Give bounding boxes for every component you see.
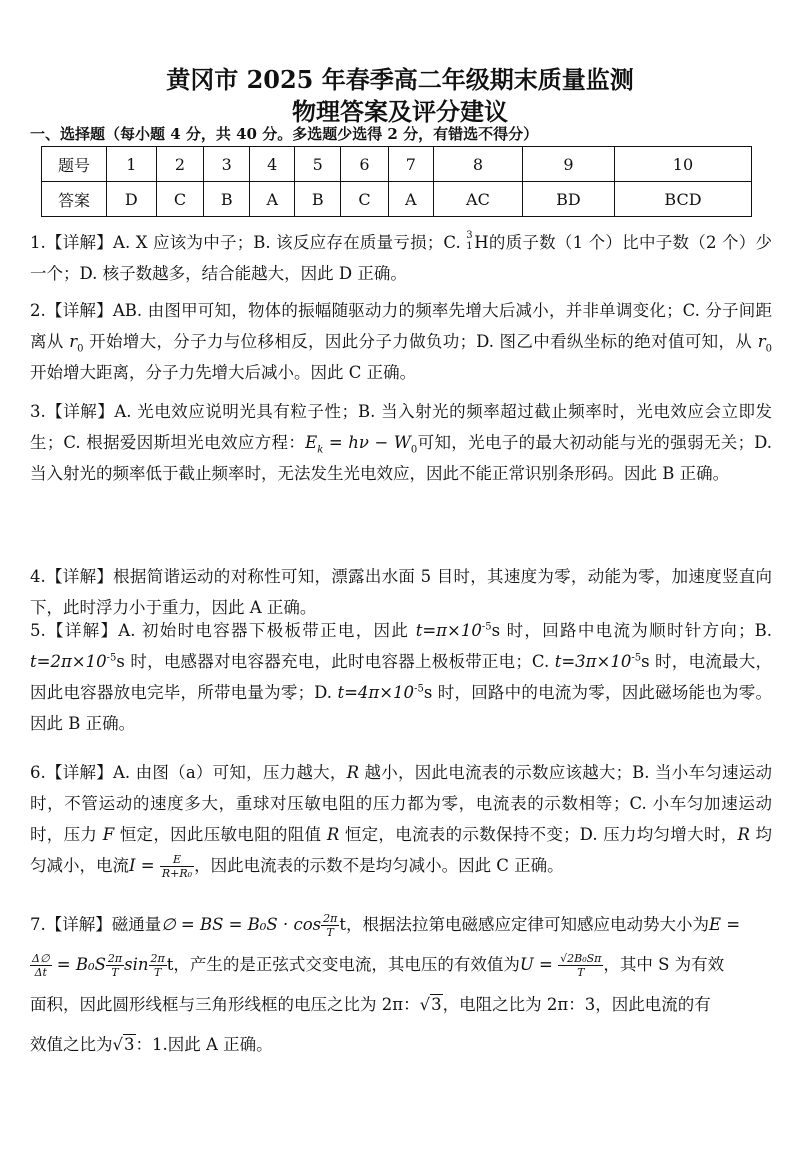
q5-text-d: s 时，电流最大，因此电容器放电完毕，所带电量为零；D.: [30, 652, 772, 702]
r-symbol: R: [346, 763, 360, 782]
time-value: t=4π×10: [337, 683, 415, 702]
q7-text: ，电阻之比为 2π：3，因此电流的有: [442, 995, 711, 1014]
fraction-denominator: Δt: [34, 966, 47, 979]
sin-symbol: sin: [124, 955, 149, 974]
equation-mid: = hν − W: [323, 433, 411, 452]
i-symbol: I: [129, 856, 136, 875]
table-cell: 4: [250, 147, 295, 182]
fraction-numerator: 2π: [107, 952, 123, 965]
table-cell: BD: [523, 182, 615, 217]
f-symbol: F: [102, 825, 115, 844]
fraction-numerator: 2π: [323, 912, 338, 925]
q7-text: t，产生的是正弦式交变电流，其电压的有效值为: [166, 955, 520, 974]
fraction-2pi-t: [106, 952, 124, 979]
table-cell: A: [388, 182, 433, 217]
table-cell: D: [107, 182, 157, 217]
fraction-numerator: Δ∅: [32, 952, 50, 965]
q5-text-e: s 时，回路中的电流为零，因此磁场能也为零。因此 B 正确。: [30, 683, 772, 733]
q7-text: 效值之比为: [30, 1035, 113, 1054]
element-symbol: H: [474, 233, 489, 252]
table-header-cell: 题号: [42, 147, 107, 182]
q7-text: ，其中 S 为有效: [603, 955, 725, 974]
explanation-q5: [30, 615, 772, 739]
exponent: -5: [106, 652, 117, 664]
table-cell: BCD: [614, 182, 751, 217]
q7-text: 7.【详解】磁通量: [30, 915, 162, 934]
equation-w-sub: 0: [410, 444, 418, 456]
table-cell: 2: [156, 147, 204, 182]
fraction-numerator: √2B₀Sπ: [560, 952, 602, 965]
table-cell: A: [250, 182, 295, 217]
q7-text: ：1.因此 A 正确。: [135, 1035, 273, 1054]
table-cell: 10: [614, 147, 751, 182]
answer-table: [41, 146, 752, 217]
table-cell: C: [156, 182, 204, 217]
fraction-denominator: T: [153, 966, 162, 979]
table-cell: 7: [388, 147, 433, 182]
q7-line-1: [30, 905, 772, 945]
equation-e-sub: k: [317, 444, 324, 456]
time-value: t=3π×10: [554, 652, 632, 671]
r0-symbol: r: [69, 332, 78, 351]
table-cell: B: [295, 182, 341, 217]
explanation-q7: [30, 905, 772, 1065]
time-value: t=π×10: [415, 621, 482, 640]
nuclide-notation: [466, 232, 474, 252]
q1-text-a: 1.【详解】A. X 应该为中子；B. 该反应存在质量亏损；C.: [30, 233, 467, 252]
exponent: -5: [414, 683, 424, 695]
fraction-denominator: T: [111, 966, 119, 979]
q3-text-b: 可知，光电子的最大初动能与光的强弱无关；D. 当入射光的频率低于截止频率时，无法发生光电效应，因此不能正常识别条形码。因此 B 正确。: [30, 433, 773, 483]
q7-text: t，根据法拉第电磁感应定律可知感应电动势大小为: [339, 915, 709, 934]
q5-text-b: s 时，回路中电流为顺时针方向；B.: [491, 621, 772, 640]
fraction-numerator: 2π: [150, 952, 165, 965]
fraction-2pi-t: [321, 912, 339, 939]
explanation-q4: 4.【详解】根据简谐运动的对称性可知，漂露出水面 5 目时，其速度为零，动能为零，加速度竖直向下，此时浮力小于重力，因此 A 正确。: [30, 567, 772, 617]
table-row-answers: [42, 182, 752, 217]
table-cell: 1: [107, 147, 157, 182]
time-value: t=2π×10: [30, 652, 107, 671]
table-cell: C: [341, 182, 389, 217]
q2-text-b: 开始增大，分子力与位移相反，因此分子力做负功；D. 图乙中看纵坐标的绝对值可知，从: [83, 332, 758, 351]
q5-text-a: 5.【详解】A. 初始时电容器下极板带正电，因此: [30, 621, 416, 640]
q7-text: 面积，因此圆形线框与三角形线框的电压之比为 2π：: [30, 995, 420, 1014]
q7-line-4: 效值之比为√3：1.因此 A 正确。: [30, 1035, 273, 1054]
explanation-q3: [30, 396, 772, 489]
document-title: 黄冈市 2025 年春季高二年级期末质量监测: [166, 65, 634, 94]
explanation-q6: [30, 757, 772, 881]
sqrt-value: 3: [124, 1035, 135, 1054]
equation-e: E: [305, 433, 318, 452]
explanation-q2: [30, 295, 772, 388]
q6-text-d: 恒定，电流表的示数保持不变；D. 压力均匀增大时，: [339, 825, 738, 844]
u-symbol: U =: [519, 955, 559, 974]
exponent: -5: [631, 652, 642, 664]
r0-subscript: 0: [77, 343, 84, 355]
fraction-numerator: E: [160, 853, 194, 867]
q7-line-3: 面积，因此圆形线框与三角形线框的电压之比为 2π：√3，电阻之比为 2π：3，因此电流的有: [30, 995, 711, 1014]
exponent: -5: [481, 621, 492, 633]
r-symbol: R: [326, 825, 340, 844]
equals-sign: =: [135, 856, 160, 875]
document-subtitle: 物理答案及评分建议: [292, 97, 508, 126]
q5-text-c: s 时，电感器对电容器充电，此时电容器上极板带正电；C.: [116, 652, 555, 671]
atomic-number: 1: [466, 241, 473, 252]
sqrt-value: 3: [431, 995, 442, 1014]
emf-symbol: E =: [708, 915, 741, 934]
table-cell: B: [204, 182, 250, 217]
q6-text-f: ，因此电流表的示数不是均匀减小。因此 C 正确。: [194, 856, 564, 875]
emf-equation: = B₀S: [51, 955, 106, 974]
r0-subscript: 0: [765, 343, 772, 355]
r-symbol: R: [737, 825, 750, 844]
fraction-voltage: [558, 952, 603, 979]
table-cell: 5: [295, 147, 341, 182]
section-heading: 一、选择题（每小题 4 分，共 40 分。多选题少选得 2 分，有错选不得分）: [30, 125, 539, 143]
fraction-denominator: R+R₀: [161, 867, 193, 880]
q2-text-c: 开始增大距离，分子力先增大后减小。因此 C 正确。: [30, 363, 417, 382]
fraction-dphi-dt: [30, 952, 52, 979]
r0-symbol: r: [757, 332, 766, 351]
table-row-numbers: [42, 147, 752, 182]
table-cell: 6: [341, 147, 389, 182]
q3-text-a: 3.【详解】A. 光电效应说明光具有粒子性；B. 当入射光的频率超过截止频率时，光电效应会立即发生；C. 根据爱因斯坦光电效应方程：: [30, 402, 772, 452]
table-cell: 3: [204, 147, 250, 182]
fraction-2pi-t: [149, 952, 167, 979]
q7-line-2: [30, 945, 772, 985]
q1-text-b: 的质子数（1 个）比中子数（2 个）少一个；D. 核子数越多，结合能越大，因此 D 正确。: [30, 233, 772, 283]
q6-text-e: 均匀减小，电流: [30, 825, 772, 875]
table-cell: 8: [433, 147, 522, 182]
flux-equation: ∅ = BS = B₀S · cos: [161, 915, 322, 934]
table-header-cell: 答案: [42, 182, 107, 217]
table-cell: AC: [433, 182, 522, 217]
fraction-denominator: T: [577, 966, 585, 979]
q6-text-b: 越小，因此电流表的示数应该越大；B. 当小车匀速运动时，不管运动的速度多大，重球对压敏电阻的压力都为零，电流表的示数相等；C. 小车匀加速运动时，压力: [30, 763, 772, 844]
table-cell: 9: [523, 147, 615, 182]
explanation-q1: [30, 227, 772, 289]
mass-number: 3: [466, 230, 473, 241]
q6-text-c: 恒定，因此压敏电阻的阻值: [114, 825, 327, 844]
fraction-denominator: T: [326, 926, 334, 939]
q6-text-a: 6.【详解】A. 由图（a）可知，压力越大，: [30, 763, 347, 782]
fraction-current: [160, 853, 194, 880]
q2-text-a: 2.【详解】AB. 由图甲可知，物体的振幅随驱动力的频率先增大后减小，并非单调变化；C. 分子间距离从: [30, 301, 772, 351]
